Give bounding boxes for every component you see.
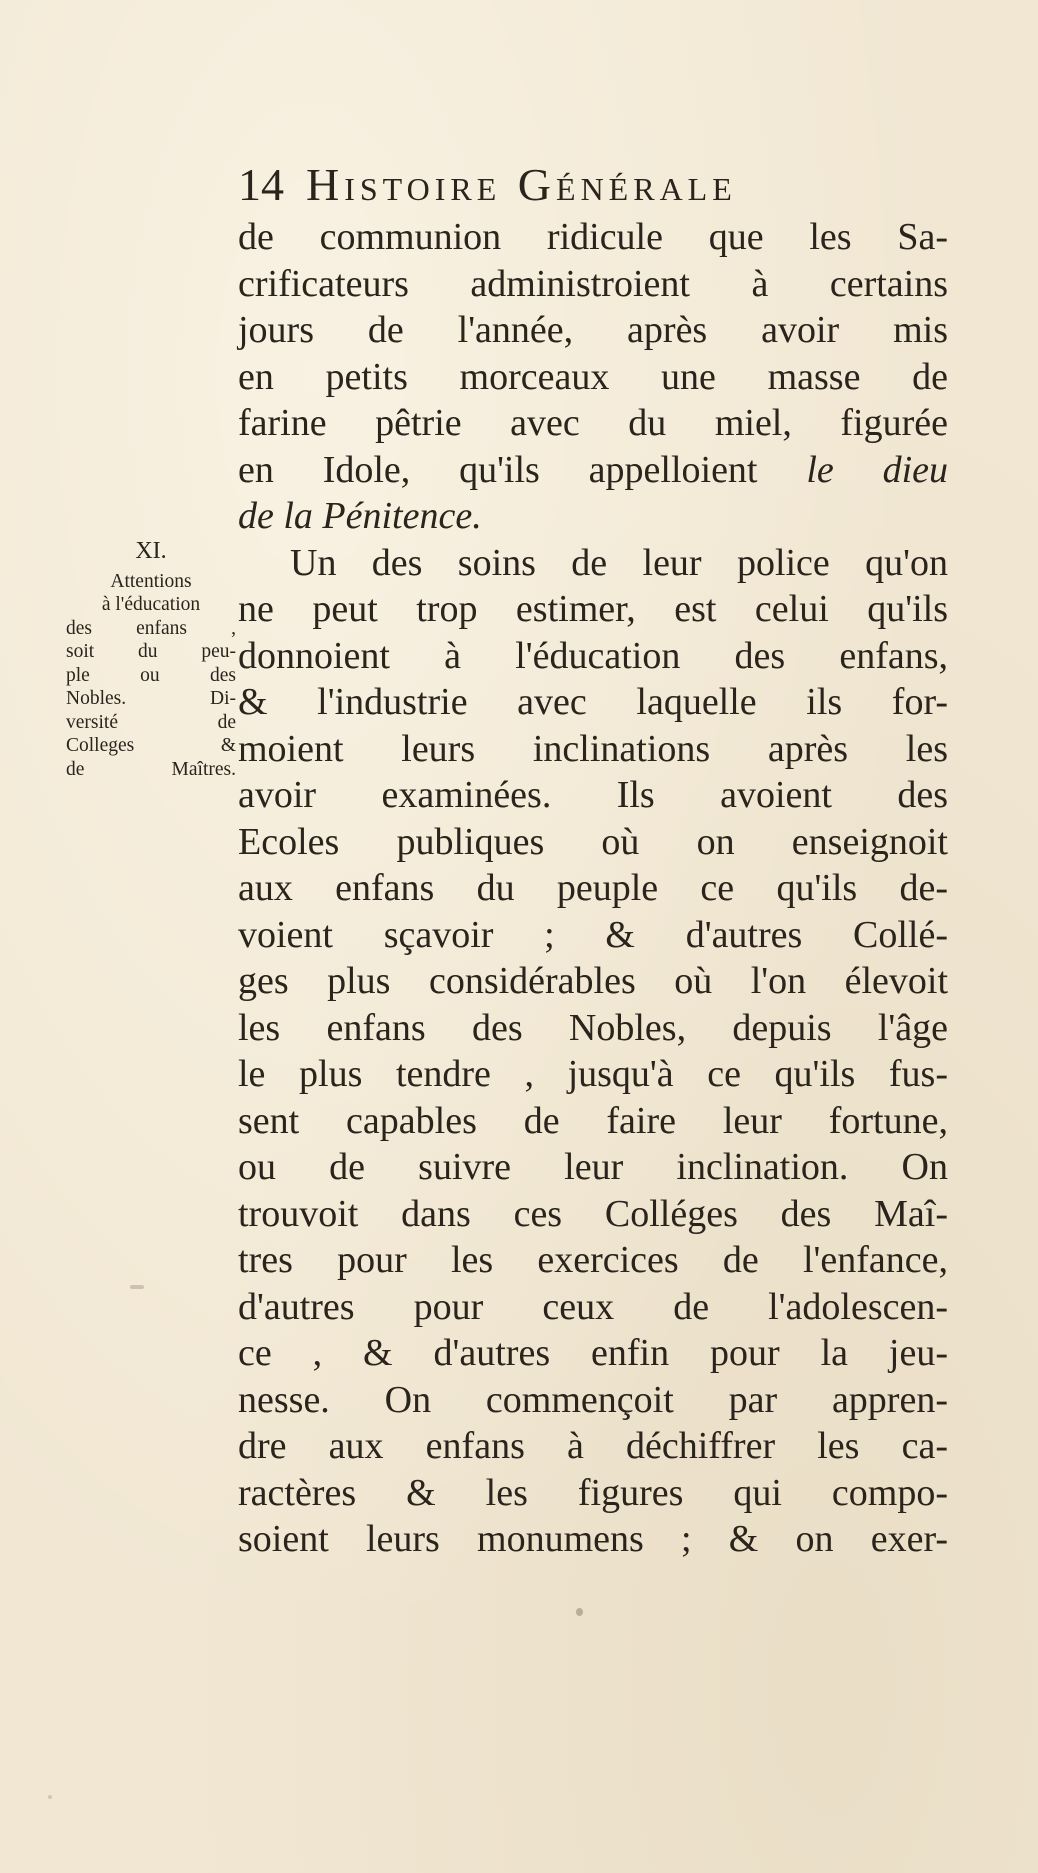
text-line: Ecoles publiques où on enseignoit [238,820,948,863]
text-line: sent capables de faire leur fortune, [238,1099,948,1142]
text-line: ges plus considérables où l'on élevoit [238,960,948,1002]
running-header [238,156,898,212]
text-line: de communion ridicule que les Sa- [238,216,948,258]
margin-line: Nobles. Di- [66,688,236,709]
text-line: d'autres pour ceux de l'adolescen- [238,1285,948,1328]
paper-speck [130,1285,144,1289]
margin-line: Colleges & [66,735,236,756]
text-line: ce , & d'autres enfin pour la jeu- [238,1332,948,1374]
paper-speck [48,1795,52,1799]
text-line: donnoient à l'éducation des enfans, [238,634,948,677]
text-line-with-italic [238,447,948,494]
margin-note [66,540,236,781]
text-line: avoir examinées. Ils avoient des [238,774,948,816]
text-line: farine pêtrie avec du miel, figurée [238,402,948,444]
text-line: jours de l'année, après avoir mis [238,309,948,351]
text-line: soient leurs monumens ; & on exer- [238,1518,948,1560]
margin-line: ple ou des [66,664,236,686]
text-fragment: en Idole, qu'ils appelloient [238,448,758,491]
italic-text: de la Pénitence. [238,495,482,537]
section-number: XI. [135,538,167,564]
margin-line: versité de [66,711,236,733]
text-line: le plus tendre , jusqu'à ce qu'ils fus- [238,1053,948,1095]
text-line: ou de suivre leur inclination. On [238,1146,948,1188]
margin-line: soit du peu- [66,641,236,662]
text-line: tres pour les exercices de l'enfance, [238,1239,948,1281]
paragraph-start-line: Un des soins de leur police qu'on [290,541,948,584]
paper-speck [576,1608,583,1616]
body-text [238,214,948,1563]
margin-line: Attentions [110,570,192,592]
text-line: en petits morceaux une masse de [238,355,948,398]
text-line: dre aux enfans à déchiffrer les ca- [238,1425,948,1467]
text-line: voient sçavoir ; & d'autres Collé- [238,913,948,956]
text-line-italic [238,493,948,540]
text-line: trouvoit dans ces Colléges des Maî- [238,1192,948,1235]
text-line: ractères & les figures qui compo- [238,1471,948,1514]
text-line: aux enfans du peuple ce qu'ils de- [238,867,948,909]
text-line: moient leurs inclinations après les [238,727,948,770]
italic-text: le dieu [806,448,948,491]
margin-line: à l'éducation [101,594,201,615]
text-line: ne peut trop estimer, est celui qu'ils [238,588,948,630]
margin-line: de Maîtres. [66,758,236,780]
text-line: nesse. On commençoit par appren- [238,1378,948,1421]
text-line: les enfans des Nobles, depuis l'âge [238,1006,948,1049]
page-number: 14 [238,158,284,210]
text-line: & l'industrie avec laquelle ils for- [238,681,948,723]
running-title: Histoire Générale [306,158,737,210]
margin-line: des enfans , [66,617,236,639]
text-line: crificateurs administroient à certains [238,262,948,305]
